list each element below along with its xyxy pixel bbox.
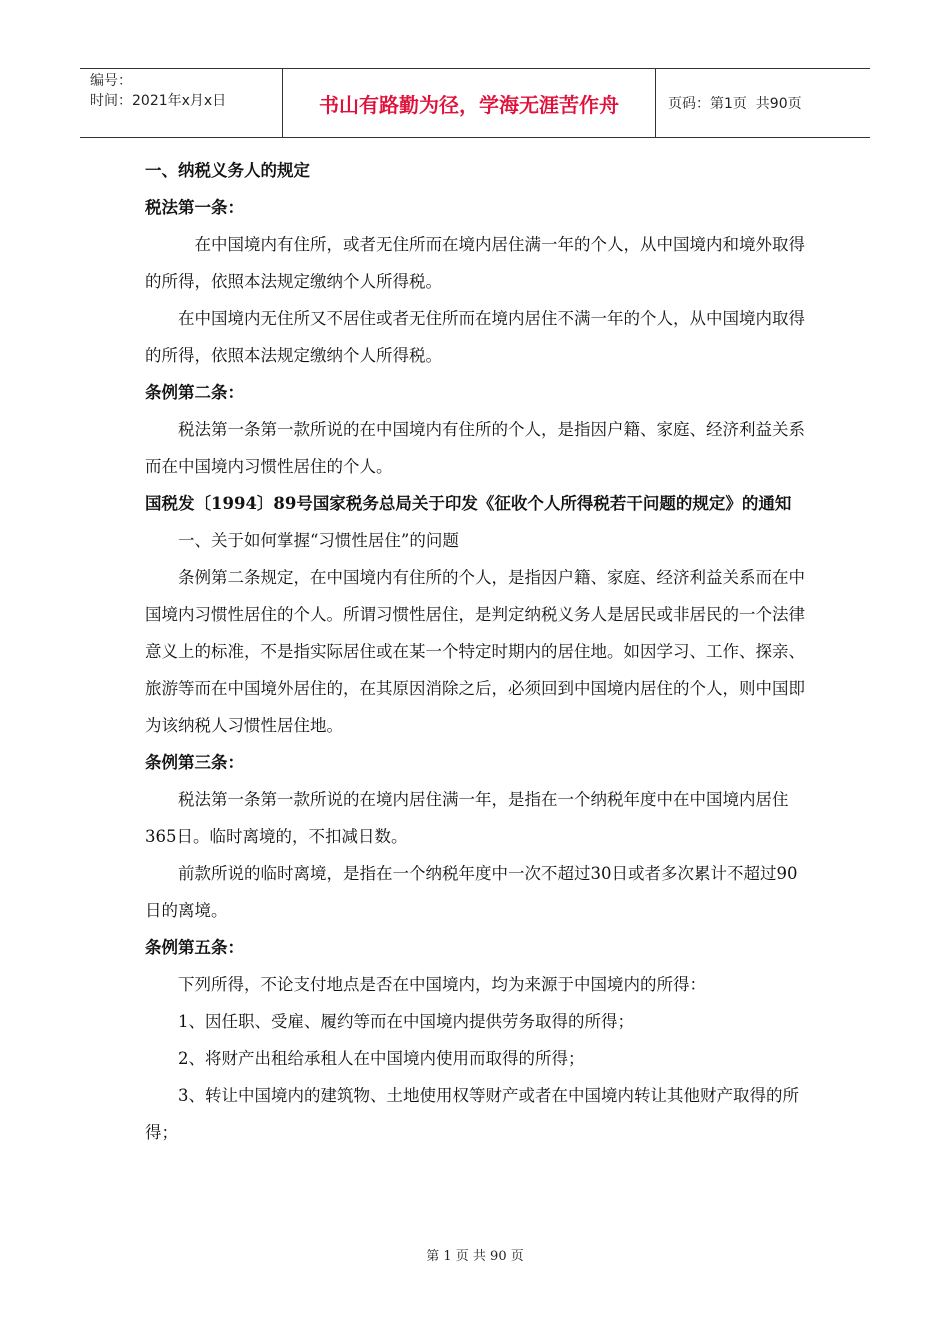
list-item: 3、转让中国境内的建筑物、土地使用权等财产或者在中国境内转让其他财产取得的所得； <box>145 1086 799 1142</box>
paragraph: 下列所得，不论支付地点是否在中国境内，均为来源于中国境内的所得： <box>178 975 706 994</box>
paragraph: 税法第一条第一款所说的在境内居住满一年，是指在一个纳税年度中在中国境内居住365日。临时离境的，不扣减日数。 <box>145 790 789 846</box>
article-heading: 条例第三条： <box>145 753 244 772</box>
list-item: 2、将财产出租给承租人在中国境内使用而取得的所得； <box>178 1049 585 1068</box>
document-date-label: 时间：2021年x月x日 <box>90 93 227 109</box>
notice-heading: 国税发〔1994〕89号国家税务总局关于印发《征收个人所得税若干问题的规定》的通知 <box>145 494 792 513</box>
section-heading: 一、纳税义务人的规定 <box>145 161 310 180</box>
paragraph: 在中国境内有住所，或者无住所而在境内居住满一年的个人，从中国境内和境外取得的所得，依照本法规定缴纳个人所得税。 <box>145 235 805 291</box>
document-body <box>145 152 810 1151</box>
page-header <box>80 68 870 138</box>
article-heading: 条例第五条： <box>145 938 244 957</box>
header-meta <box>80 69 282 137</box>
paragraph: 前款所说的临时离境，是指在一个纳税年度中一次不超过30日或者多次累计不超过90日的离境。 <box>145 864 798 920</box>
article-heading: 税法第一条： <box>145 198 244 217</box>
list-item: 1、因任职、受雇、履约等而在中国境内提供劳务取得的所得； <box>178 1012 634 1031</box>
header-page-label: 页码：第1页 共90页 <box>668 96 802 112</box>
article-heading: 条例第二条： <box>145 383 244 402</box>
page-footer: 第 1 页 共 90 页 <box>426 1249 524 1264</box>
header-motto: 书山有路勤为径，学海无涯苦作舟 <box>282 69 656 137</box>
paragraph: 一、关于如何掌握“习惯性居住”的问题 <box>178 531 459 550</box>
header-page-info <box>656 69 870 137</box>
paragraph: 税法第一条第一款所说的在中国境内有住所的个人，是指因户籍、家庭、经济利益关系而在中国境内习惯性居住的个人。 <box>145 420 805 476</box>
paragraph: 在中国境内无住所又不居住或者无住所而在境内居住不满一年的个人，从中国境内取得的所得，依照本法规定缴纳个人所得税。 <box>145 309 805 365</box>
paragraph: 条例第二条规定，在中国境内有住所的个人，是指因户籍、家庭、经济利益关系而在中国境内习惯性居住的个人。所谓习惯性居住，是判定纳税义务人是居民或非居民的一个法律意义上的标准，不是指实际居住或在某一个特定时期内的居住地。如因学习、工作、探亲、旅游等而在中国境外居住的，在其原因消除之后，必须回到中国境内居住的个人，则中国即为该纳税人习惯性居住地。 <box>145 568 805 735</box>
document-number-label: 编号： <box>90 73 132 89</box>
